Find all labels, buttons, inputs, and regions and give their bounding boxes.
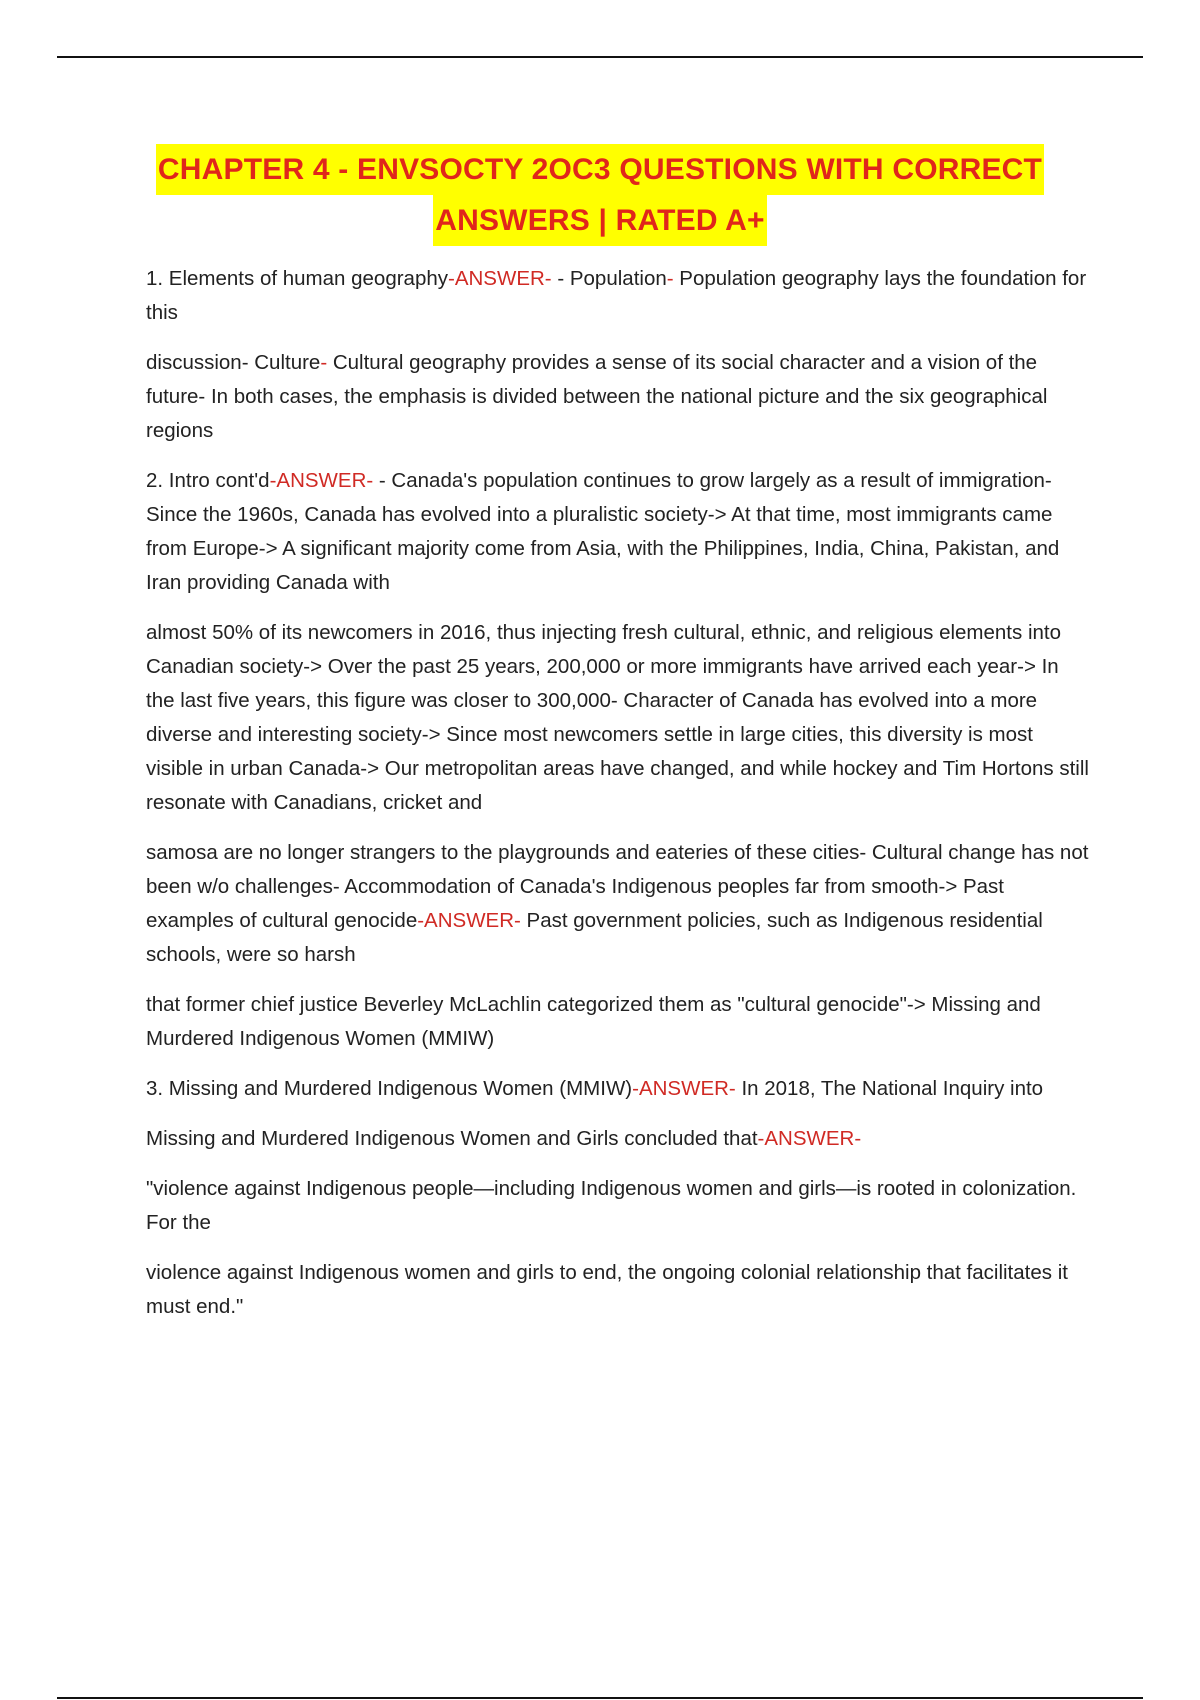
paragraph-10	[146, 1256, 1090, 1324]
quote-text: violence against Indigenous women and girls to end, the ongoing colonial relationship that facilitates it must end."	[146, 1261, 1068, 1318]
document-body	[146, 262, 1090, 1340]
paragraph-2	[146, 346, 1090, 448]
paragraph-1	[146, 262, 1090, 330]
question-text: 3. Missing and Murdered Indigenous Women (MMIW)	[146, 1077, 633, 1100]
body-text: that former chief justice Beverley McLachlin categorized them as "cultural genocide"-> Missing and Murdered Indigenous Women (MMIW)	[146, 993, 1041, 1050]
answer-marker: -ANSWER-	[632, 1077, 736, 1100]
answer-text: - Population	[551, 267, 667, 290]
body-text: almost 50% of its newcomers in 2016, thus injecting fresh cultural, ethnic, and religious elements into Canadian society-> Over the past 25 years, 200,000 or more immigrants have arrived each year-> In the last five years, this figure was closer to 300,000- Character of Canada has evolved into a more diverse and interesting society-> Since most newcomers settle in large cities, this diversity is most visible in urban Canada-> Our metropolitan areas have changed, and while hockey and Tim Hortons still resonate with Canadians, cricket and	[146, 621, 1089, 814]
answer-text: - Canada's population continues to grow largely as a result of immigration- Since the 1960s, Canada has evolved into a pluralistic society-> At that time, most immigrants came from Europe-> A significant majority come from Asia, with the Philippines, India, China, Pakistan, and Iran providing Canada with	[146, 469, 1060, 594]
answer-text: In 2018, The National Inquiry into	[735, 1077, 1044, 1100]
paragraph-6	[146, 988, 1090, 1056]
quote-text: "violence against Indigenous people—including Indigenous women and girls—is rooted in colonization. For the	[146, 1177, 1077, 1234]
question-text: 2. Intro cont'd	[146, 469, 270, 492]
answer-marker: -ANSWER-	[757, 1127, 862, 1150]
bottom-rule	[57, 1697, 1143, 1699]
top-rule	[57, 56, 1143, 58]
document-title	[100, 144, 1100, 246]
answer-text: Population geography lays the foundation for this	[146, 267, 1087, 324]
title-line-2: ANSWERS | RATED A+	[433, 195, 767, 246]
paragraph-3	[146, 464, 1090, 600]
title-line-1: CHAPTER 4 - ENVSOCTY 2OC3 QUESTIONS WITH CORRECT	[156, 144, 1044, 195]
body-text: Missing and Murdered Indigenous Women and Girls concluded that	[146, 1127, 758, 1150]
paragraph-4	[146, 616, 1090, 820]
answer-marker: -ANSWER-	[269, 469, 374, 492]
body-text: samosa are no longer strangers to the playgrounds and eateries of these cities- Cultural change has not been w/o challenges- Accommodation of Canada's Indigenous peoples far from smooth-> Past examples of cultural genocide	[146, 841, 1089, 932]
body-text: discussion- Culture	[146, 351, 321, 374]
paragraph-9	[146, 1172, 1090, 1240]
answer-text: Past government policies, such as Indigenous residential schools, were so harsh	[146, 909, 1043, 966]
paragraph-8	[146, 1122, 1090, 1156]
body-text: Cultural geography provides a sense of its social character and a vision of the future- In both cases, the emphasis is divided between the national picture and the six geographical regions	[146, 351, 1048, 442]
answer-marker: -ANSWER-	[448, 267, 552, 290]
paragraph-7	[146, 1072, 1090, 1106]
dash-marker: -	[320, 351, 328, 374]
answer-marker: -ANSWER-	[417, 909, 521, 932]
question-text: 1. Elements of human geography	[146, 267, 448, 290]
paragraph-5	[146, 836, 1090, 972]
dash-marker: -	[666, 267, 674, 290]
